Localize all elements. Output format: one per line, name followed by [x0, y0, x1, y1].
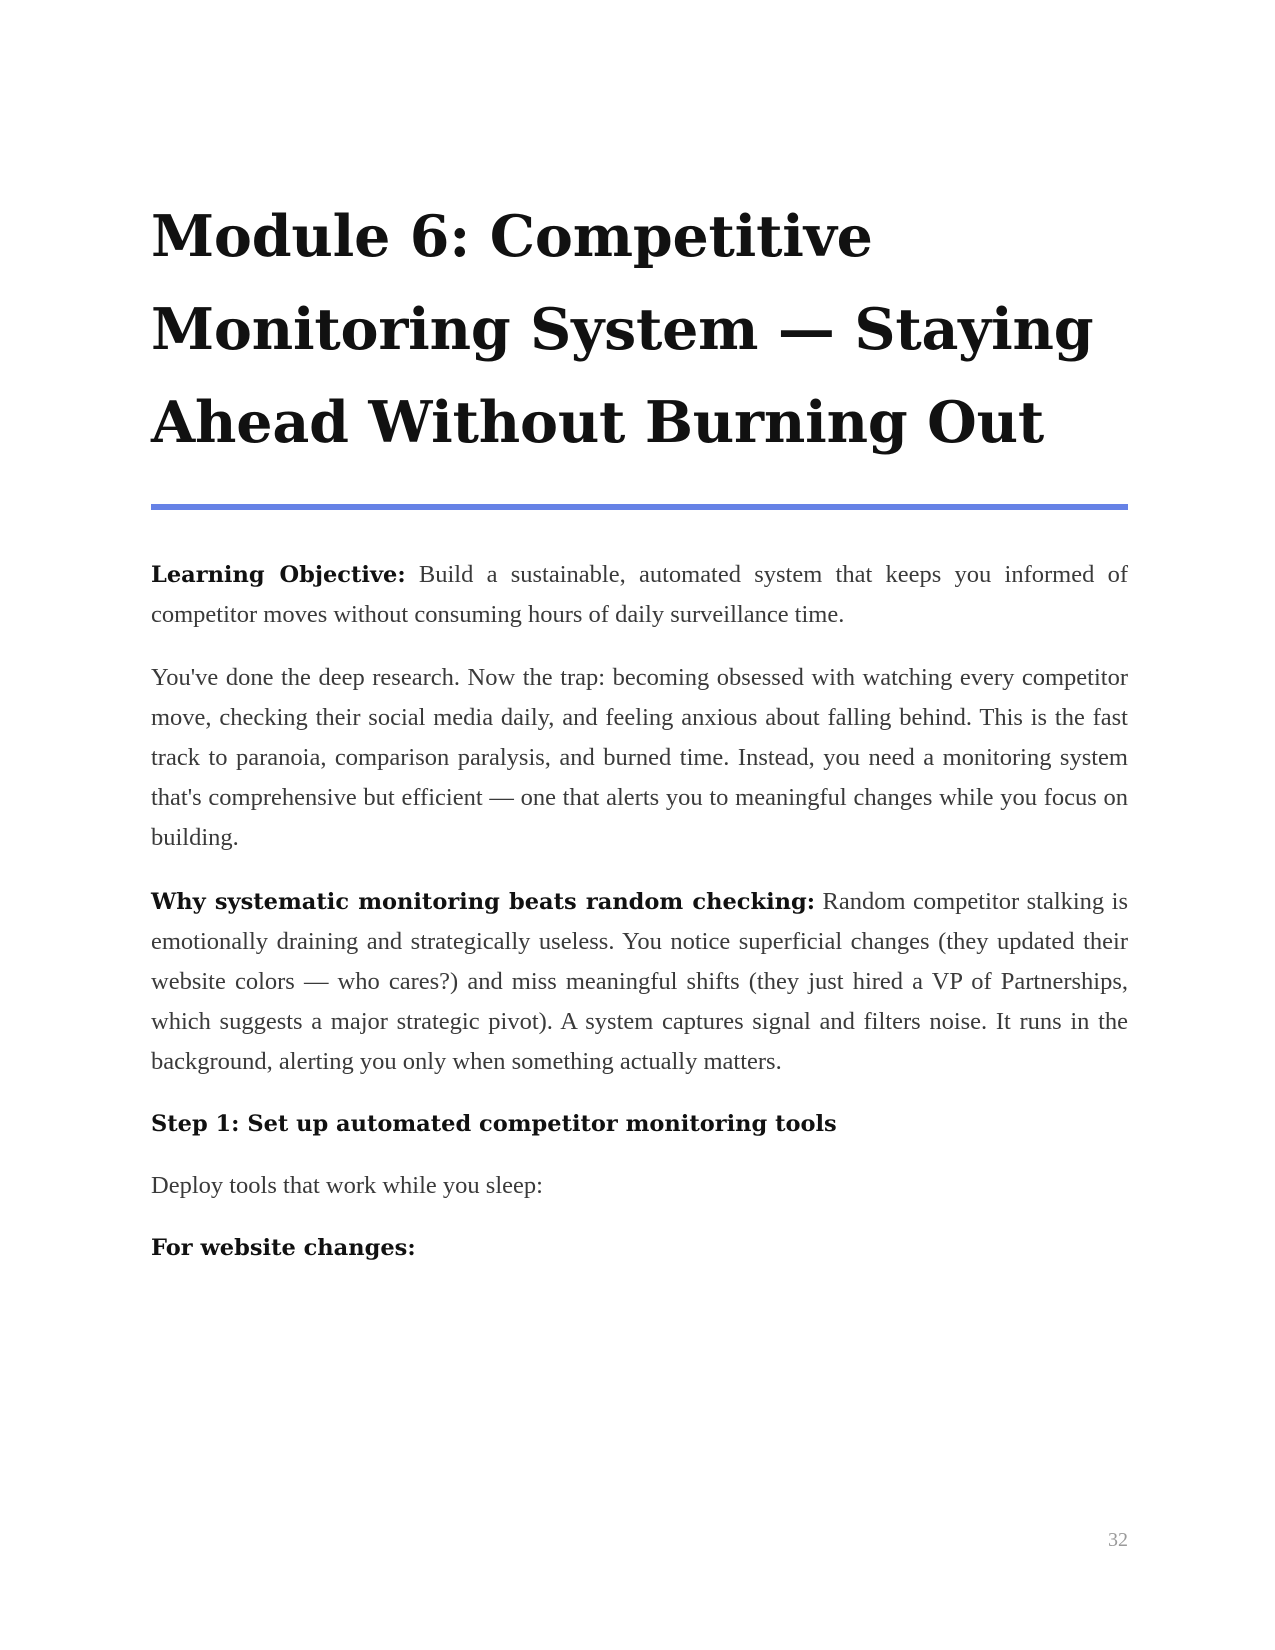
page-number: 32	[1108, 1529, 1128, 1551]
deploy-tools-paragraph: Deploy tools that work while you sleep:	[151, 1172, 543, 1199]
why-label: Why systematic monitoring beats random checking:	[151, 889, 816, 915]
learning-objective-text: Build a sustainable, automated system that keeps you informed of competitor moves without consuming hours of daily surveillance time.	[151, 561, 1129, 628]
learning-objective-label: Learning Objective:	[151, 562, 406, 588]
why-text: Random competitor stalking is emotionally draining and strategically useless. You notice superficial changes (they updated their website colors — who cares?) and miss meaningful shifts (they just hired a VP of Partnerships, which suggests a major strategic pivot). A system captures signal and filters noise. It runs in the background, alerting you only when something actually matters.	[151, 888, 1128, 1075]
intro-paragraph: You've done the deep research. Now the trap: becoming obsessed with watching every competitor move, checking their social media daily, and feeling anxious about falling behind. This is the fast track to paranoia, comparison paralysis, and burned time. Instead, you need a monitoring system that's comprehensive but efficient — one that alerts you to meaningful changes while you focus on building.	[151, 664, 1128, 851]
website-changes-heading: For website changes:	[151, 1235, 416, 1261]
step-1-heading: Step 1: Set up automated competitor monitoring tools	[151, 1111, 837, 1137]
why-paragraph	[151, 882, 1128, 1082]
title-divider	[151, 504, 1128, 510]
learning-objective-paragraph	[151, 555, 1128, 635]
page-title: Module 6: Competitive Monitoring System — Staying Ahead Without Burning Out	[151, 203, 1094, 456]
page-content	[151, 190, 1128, 1268]
